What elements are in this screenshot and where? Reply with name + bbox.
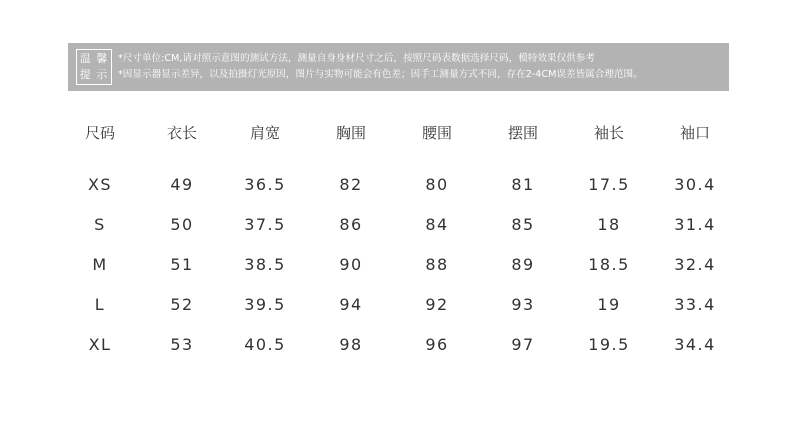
table-cell: 86 xyxy=(339,214,363,234)
table-cell: 90 xyxy=(339,254,363,274)
table-cell: 50 xyxy=(170,214,194,234)
table-cell: 80 xyxy=(425,174,449,194)
table-cell: 32.4 xyxy=(674,254,716,274)
badge-line-1: 温 馨 xyxy=(79,52,109,65)
header-size: 尺码 xyxy=(84,123,115,142)
table-cell: 93 xyxy=(511,294,535,314)
table-cell: 19.5 xyxy=(588,334,630,354)
table-cell: 36.5 xyxy=(244,174,286,194)
table-cell: 53 xyxy=(170,334,194,354)
notice-badge xyxy=(76,49,112,85)
table-cell: 17.5 xyxy=(588,174,630,194)
table-cell: 31.4 xyxy=(674,214,716,234)
size-table xyxy=(58,112,738,364)
table-cell: 85 xyxy=(511,214,535,234)
notice-banner xyxy=(68,43,729,91)
table-cell: M xyxy=(92,254,108,274)
table-row xyxy=(58,204,738,244)
table-cell: 97 xyxy=(511,334,535,354)
table-row xyxy=(58,324,738,364)
table-cell: 18 xyxy=(597,214,621,234)
table-cell: 88 xyxy=(425,254,449,274)
table-cell: 34.4 xyxy=(674,334,716,354)
badge-line-2: 提 示 xyxy=(79,68,109,81)
table-cell: 39.5 xyxy=(244,294,286,314)
header-cuff: 袖口 xyxy=(679,123,710,142)
header-chest: 胸围 xyxy=(335,123,366,142)
table-cell: 82 xyxy=(339,174,363,194)
table-cell: 18.5 xyxy=(588,254,630,274)
notice-text xyxy=(118,51,643,83)
table-cell: 37.5 xyxy=(244,214,286,234)
table-cell: XS xyxy=(87,174,113,194)
table-cell: 19 xyxy=(597,294,621,314)
notice-line-1: *尺寸单位:CM,请对照示意图的测试方法，测量自身身材尺寸之后，按照尺码表数据选择尺码，模特效果仅供参考 xyxy=(118,53,595,64)
notice-line-2: *因显示器显示差异，以及拍摄灯光原因，图片与实物可能会有色差；因手工测量方式不同，存在2-4CM误差皆属合理范围。 xyxy=(118,69,643,80)
table-cell: 81 xyxy=(511,174,535,194)
header-sleeve-length: 袖长 xyxy=(593,123,624,142)
header-hem: 摆围 xyxy=(507,123,538,142)
table-row xyxy=(58,244,738,284)
table-cell: L xyxy=(94,294,106,314)
table-row xyxy=(58,152,738,204)
table-cell: 49 xyxy=(170,174,194,194)
table-cell: 84 xyxy=(425,214,449,234)
header-length: 衣长 xyxy=(166,123,197,142)
table-cell: 52 xyxy=(170,294,194,314)
table-cell: XL xyxy=(88,334,112,354)
table-cell: 94 xyxy=(339,294,363,314)
table-cell: 89 xyxy=(511,254,535,274)
table-cell: 40.5 xyxy=(244,334,286,354)
table-cell: 30.4 xyxy=(674,174,716,194)
table-row xyxy=(58,284,738,324)
table-cell: 96 xyxy=(425,334,449,354)
table-cell: 98 xyxy=(339,334,363,354)
header-waist: 腰围 xyxy=(421,123,452,142)
table-header-row xyxy=(58,112,738,152)
table-cell: 33.4 xyxy=(674,294,716,314)
table-cell: 92 xyxy=(425,294,449,314)
table-cell: 38.5 xyxy=(244,254,286,274)
table-cell: S xyxy=(94,214,106,234)
header-shoulder: 肩宽 xyxy=(249,123,280,142)
table-cell: 51 xyxy=(170,254,194,274)
